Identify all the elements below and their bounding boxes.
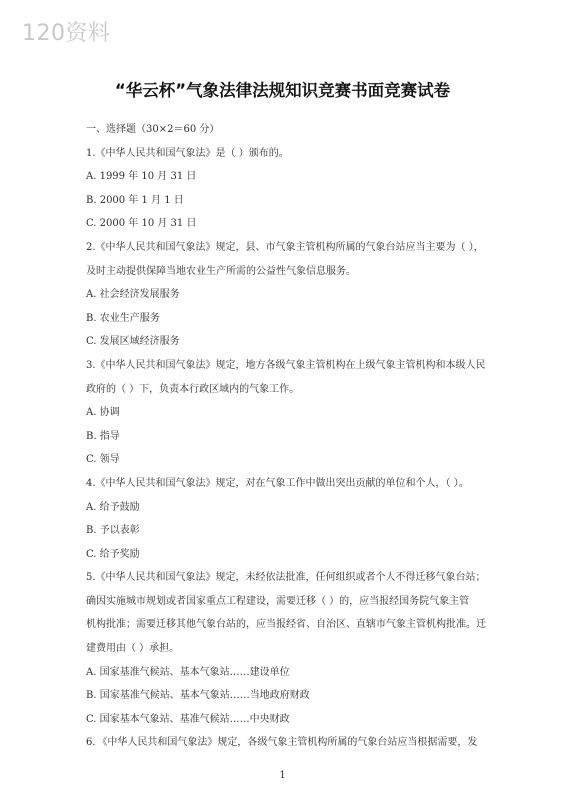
page-number: 1 bbox=[279, 770, 286, 781]
question-3-option-c: C. 领导 bbox=[86, 454, 120, 466]
question-3-option-b: B. 指导 bbox=[86, 430, 120, 442]
question-3-option-a: A. 协调 bbox=[86, 407, 120, 419]
document-body bbox=[86, 118, 486, 755]
question-5-line-3: 机构批准；需要迁移其他气象台站的，应当报经省、自治区、直辖市气象主管机构批准。迁 bbox=[86, 619, 486, 631]
question-4-option-c: C. 给予奖励 bbox=[86, 548, 140, 560]
question-1-option-c: C. 2000 年 10 月 31 日 bbox=[86, 218, 197, 230]
question-5-line-1: 5.《中华人民共和国气象法》规定，未经依法批准，任何组织或者个人不得迁移气象台站； bbox=[86, 572, 486, 584]
question-4-option-b: B. 予以表彰 bbox=[86, 525, 140, 537]
question-1-option-b: B. 2000 年 1 月 1 日 bbox=[86, 194, 184, 206]
question-2-line-2: 及时主动提供保障当地农业生产所需的公益性气象信息服务。 bbox=[86, 265, 356, 277]
question-2-line-1: 2.《中华人民共和国气象法》规定，县、市气象主管机构所属的气象台站应当主要为（ ）， bbox=[86, 241, 484, 253]
question-2-option-b: B. 农业生产服务 bbox=[86, 312, 160, 324]
question-1: 1.《中华人民共和国气象法》是（ ）颁布的。 bbox=[86, 147, 289, 159]
question-2-option-c: C. 发展区域经济服务 bbox=[86, 336, 180, 348]
page-title: “华云杯”气象法律法规知识竞赛书面竞赛试卷 bbox=[114, 81, 451, 100]
question-2-option-a: A. 社会经济发展服务 bbox=[86, 289, 180, 301]
question-5-line-2: 确因实施城市规划或者国家重点工程建设，需要迁移（ ）的，应当报经国务院气象主管 bbox=[86, 595, 470, 607]
question-5-option-a: A. 国家基准气候站、基本气象站……建设单位 bbox=[86, 666, 290, 678]
question-1-option-a: A. 1999 年 10 月 31 日 bbox=[86, 171, 197, 183]
question-6-line-1: 6．《中华人民共和国气象法》规定，各级气象主管机构所属的气象台站应当根据需要，发 bbox=[86, 737, 478, 749]
question-4: 4.《中华人民共和国气象法》规定，对在气象工作中做出突出贡献的单位和个人，（ ）。 bbox=[86, 477, 469, 489]
question-3-line-2: 政府的（ ）下，负责本行政区域内的气象工作。 bbox=[86, 383, 300, 395]
section-heading: 一、选择题（30×2＝60 分） bbox=[86, 124, 220, 135]
question-5-option-c: C. 国家基本气象站、基准气候站……中央财政 bbox=[86, 713, 290, 725]
question-3-line-1: 3.《中华人民共和国气象法》规定，地方各级气象主管机构在上级气象主管机构和本级人民 bbox=[86, 359, 486, 371]
watermark: 120资料 bbox=[22, 21, 111, 46]
question-5-line-4: 建费用由（ ）承担。 bbox=[86, 643, 180, 655]
question-4-option-a: A. 给予鼓励 bbox=[86, 501, 140, 513]
question-5-option-b: B. 国家基准气候站、基本气象站……当地政府财政 bbox=[86, 690, 310, 702]
